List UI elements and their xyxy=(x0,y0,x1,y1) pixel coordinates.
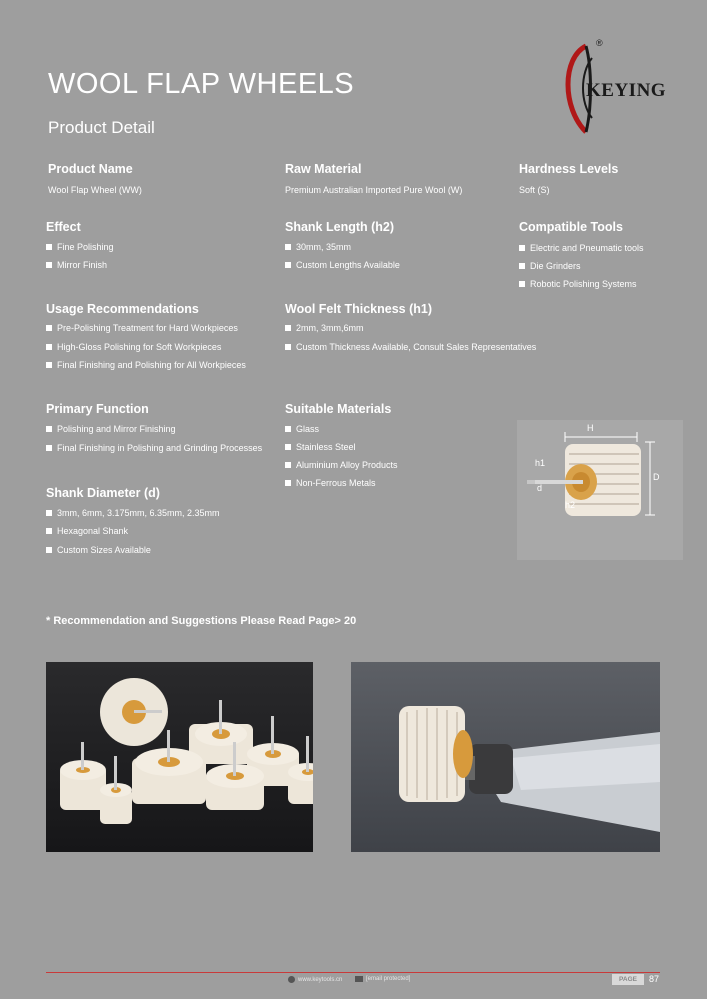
compatible-tools-item: Electric and Pneumatic tools xyxy=(519,243,644,253)
shank-length-item: 30mm, 35mm xyxy=(285,242,351,252)
globe-icon xyxy=(288,976,295,983)
suitable-materials-item: Non-Ferrous Metals xyxy=(285,478,376,488)
recommendation-note: * Recommendation and Suggestions Please Read Page> 20 xyxy=(46,615,357,627)
dim-label-D: D xyxy=(653,472,660,482)
effect-item: Mirror Finish xyxy=(46,260,107,270)
page-number: 87 xyxy=(649,974,660,984)
shank-diameter-heading: Shank Diameter (d) xyxy=(46,486,160,500)
usage-item: High-Gloss Polishing for Soft Workpieces xyxy=(46,342,221,352)
suitable-materials-item: Glass xyxy=(285,424,319,434)
primary-function-heading: Primary Function xyxy=(46,402,149,416)
page-label: PAGE xyxy=(612,974,644,985)
compatible-tools-item: Die Grinders xyxy=(519,261,581,271)
felt-thickness-heading: Wool Felt Thickness (h1) xyxy=(285,302,433,316)
shank-diameter-item: Hexagonal Shank xyxy=(46,526,128,536)
shank-length-heading: Shank Length (h2) xyxy=(285,220,395,234)
website-text: www.keytools.cn xyxy=(298,976,343,983)
dim-label-d: d xyxy=(537,483,543,493)
shank-length-item: Custom Lengths Available xyxy=(285,260,400,270)
product-name-value: Wool Flap Wheel (WW) xyxy=(48,185,142,195)
registered-mark: ® xyxy=(596,38,603,48)
footer-website xyxy=(288,976,342,983)
primary-function-item: Polishing and Mirror Finishing xyxy=(46,424,176,434)
effect-item: Fine Polishing xyxy=(46,242,114,252)
effect-heading: Effect xyxy=(46,220,81,234)
usage-item: Pre-Polishing Treatment for Hard Workpieces xyxy=(46,323,238,333)
product-name-heading: Product Name xyxy=(48,162,133,176)
felt-thickness-item: Custom Thickness Available, Consult Sales Representatives xyxy=(285,342,536,352)
page-title: WOOL FLAP WHEELS xyxy=(48,68,355,100)
keying-logo xyxy=(562,38,672,138)
shank-diameter-item: 3mm, 6mm, 3.175mm, 6.35mm, 2.35mm xyxy=(46,508,220,518)
hardness-heading: Hardness Levels xyxy=(519,162,619,176)
suitable-materials-item: Stainless Steel xyxy=(285,442,356,452)
dimension-diagram xyxy=(517,420,683,560)
usage-heading: Usage Recommendations xyxy=(46,302,199,316)
wool-wheel-on-grinder-image xyxy=(351,662,660,852)
footer-email xyxy=(355,976,410,982)
compatible-tools-item: Robotic Polishing Systems xyxy=(519,279,637,289)
shank-diameter-item: Custom Sizes Available xyxy=(46,545,151,555)
suitable-materials-heading: Suitable Materials xyxy=(285,402,392,416)
product-photo-wheels xyxy=(46,662,313,852)
dim-label-H: H xyxy=(587,423,594,433)
dim-label-h2: h2 xyxy=(565,500,576,510)
usage-item: Final Finishing and Polishing for All Workpieces xyxy=(46,360,246,370)
raw-material-heading: Raw Material xyxy=(285,162,362,176)
product-photo-grinder xyxy=(351,662,660,852)
raw-material-value: Premium Australian Imported Pure Wool (W) xyxy=(285,185,463,195)
hardness-value: Soft (S) xyxy=(519,185,550,195)
mail-icon xyxy=(355,976,363,982)
compatible-tools-heading: Compatible Tools xyxy=(519,220,623,234)
primary-function-item: Final Finishing in Polishing and Grinding Processes xyxy=(46,443,262,453)
logo-text: KEYING xyxy=(586,80,667,101)
footer-divider xyxy=(46,972,660,973)
email-text: [email protected] xyxy=(366,976,411,982)
felt-thickness-item: 2mm, 3mm,6mm xyxy=(285,323,364,333)
suitable-materials-item: Aluminium Alloy Products xyxy=(285,460,398,470)
wool-wheels-image xyxy=(46,662,313,852)
page-subtitle: Product Detail xyxy=(48,118,155,137)
dim-label-h1: h1 xyxy=(535,458,546,468)
